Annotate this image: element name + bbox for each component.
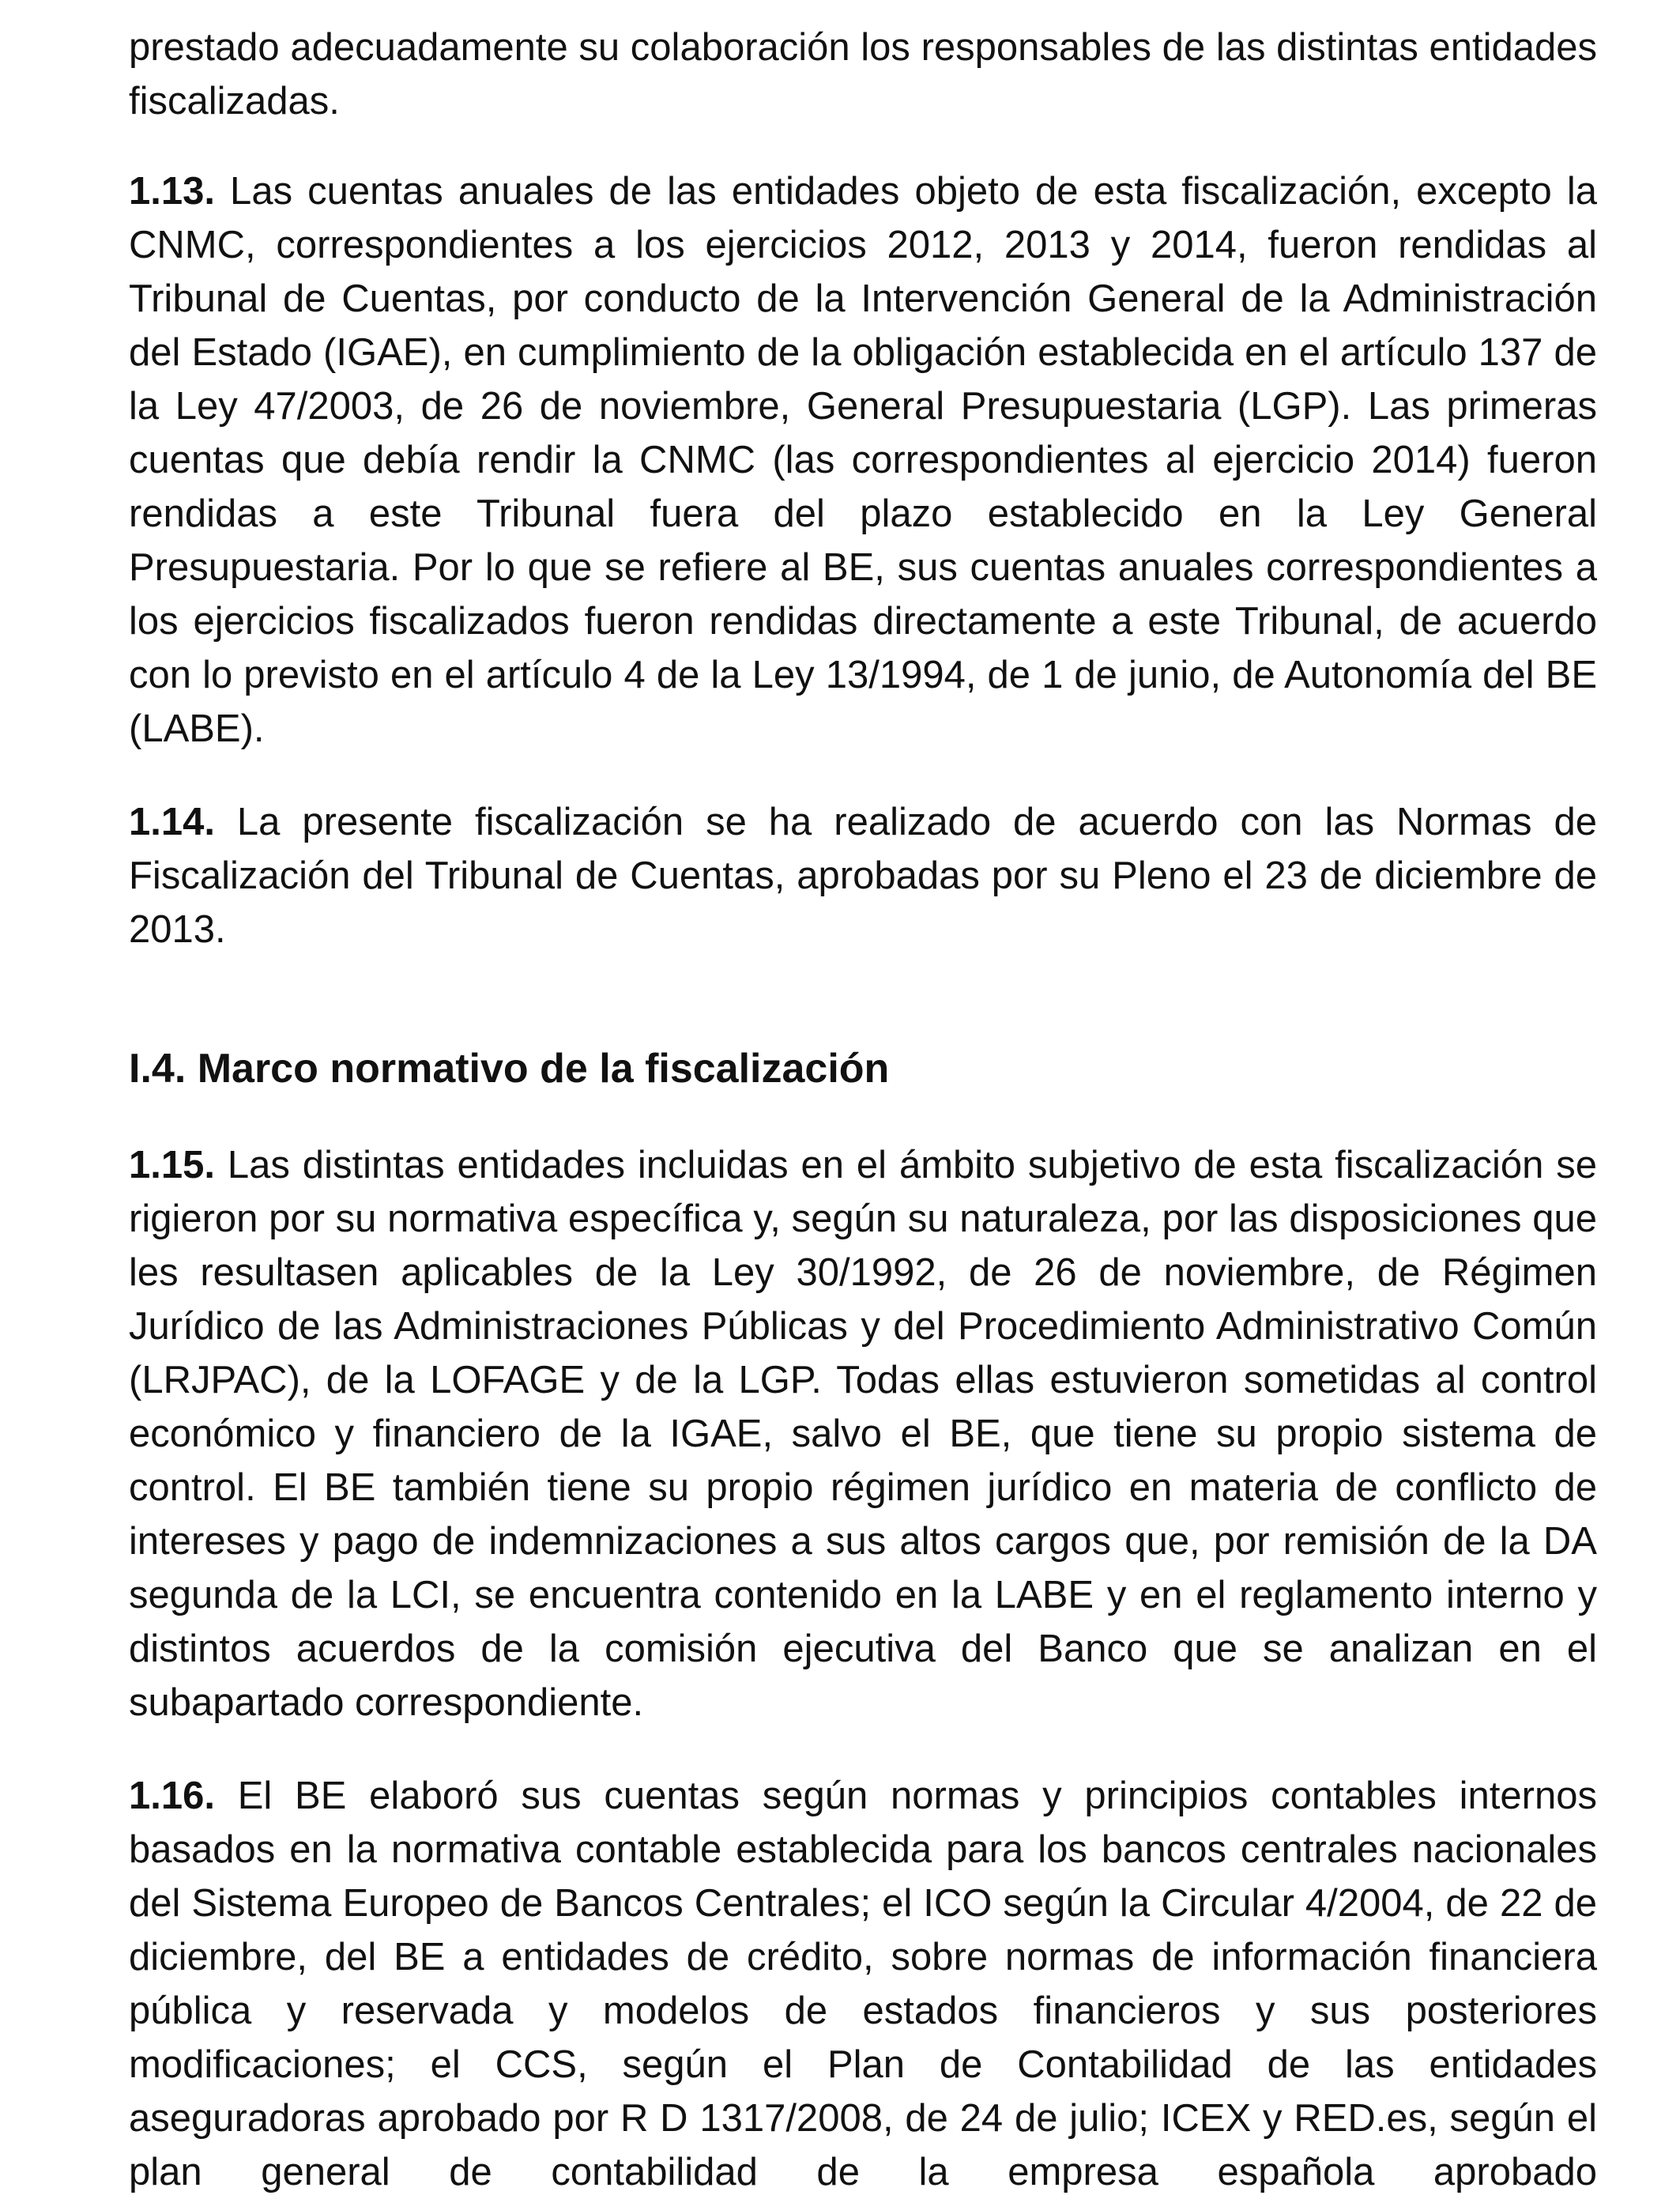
paragraph-1-15: [129, 1138, 1597, 1729]
paragraph-text: La presente fiscalización se ha realizado de acuerdo con las Normas de Fiscalización del Tribunal de Cuentas, aprobadas por su Pleno el 23 de diciembre de 2013.: [129, 801, 1597, 951]
paragraph-intro-continuation: [129, 21, 1597, 128]
paragraph-text: prestado adecuadamente su colaboración los responsables de las distintas entidades fiscalizadas.: [129, 26, 1597, 123]
paragraph-1-16: [129, 1769, 1597, 2199]
paragraph-1-14: [129, 795, 1597, 956]
paragraph-number: 1.15.: [129, 1144, 215, 1186]
paragraph-number: 1.14.: [129, 801, 215, 843]
paragraph-text: Las distintas entidades incluidas en el ámbito subjetivo de esta fiscalización se rigieron por su normativa específica y, según su naturaleza, por las disposiciones que les resultasen aplicables de la Ley 30/1992, de 26 de noviembre, de Régimen Jurídico de las Administraciones Públicas y del Procedimiento Administrativo Común (LRJPAC), de la LOFAGE y de la LGP. Todas ellas estuvieron sometidas al control económico y financiero de la IGAE, salvo el BE, que tiene su propio sistema de control. El BE también tiene su propio régimen jurídico en materia de conflicto de intereses y pago de indemnizaciones a sus altos cargos que, por remisión de la DA segunda de la LCI, se encuentra contenido en la LABE y en el reglamento interno y distintos acuerdos de la comisión ejecutiva del Banco que se analizan en el subapartado correspondiente.: [129, 1144, 1597, 1724]
paragraph-1-13: [129, 164, 1597, 756]
section-heading: I.4. Marco normativo de la fiscalización: [129, 1046, 890, 1092]
paragraph-text: Las cuentas anuales de las entidades objeto de esta fiscalización, excepto la CNMC, correspondientes a los ejercicios 2012, 2013 y 2014, fueron rendidas al Tribunal de Cuentas, por conducto de la Intervención General de la Administración del Estado (IGAE), en cumplimiento de la obligación establecida en el artículo 137 de la Ley 47/2003, de 26 de noviembre, General Presupuestaria (LGP). Las primeras cuentas que debía rendir la CNMC (las correspondientes al ejercicio 2014) fueron rendidas a este Tribunal fuera del plazo establecido en la Ley General Presupuestaria. Por lo que se refiere al BE, sus cuentas anuales correspondientes a los ejercicios fiscalizados fueron rendidas directamente a este Tribunal, de acuerdo con lo previsto en el artículo 4 de la Ley 13/1994, de 1 de junio, de Autonomía del BE (LABE).: [129, 170, 1597, 750]
paragraph-number: 1.13.: [129, 170, 215, 213]
paragraph-text: El BE elaboró sus cuentas según normas y principios contables internos basados en la normativa contable establecida para los bancos centrales nacionales del Sistema Europeo de Bancos Centrales; el ICO según la Circular 4/2004, de 22 de diciembre, del BE a entidades de crédito, sobre normas de información financiera pública y reservada y modelos de estados financieros y sus posteriores modificaciones; el CCS, según el Plan de Contabilidad de las entidades aseguradoras aprobado por R D 1317/2008, de 24 de julio; ICEX y RED.es, según el plan general de contabilidad de la empresa española aprobado: [129, 1775, 1597, 2193]
document-page: [129, 21, 1597, 2199]
paragraph-number: 1.16.: [129, 1775, 215, 1817]
